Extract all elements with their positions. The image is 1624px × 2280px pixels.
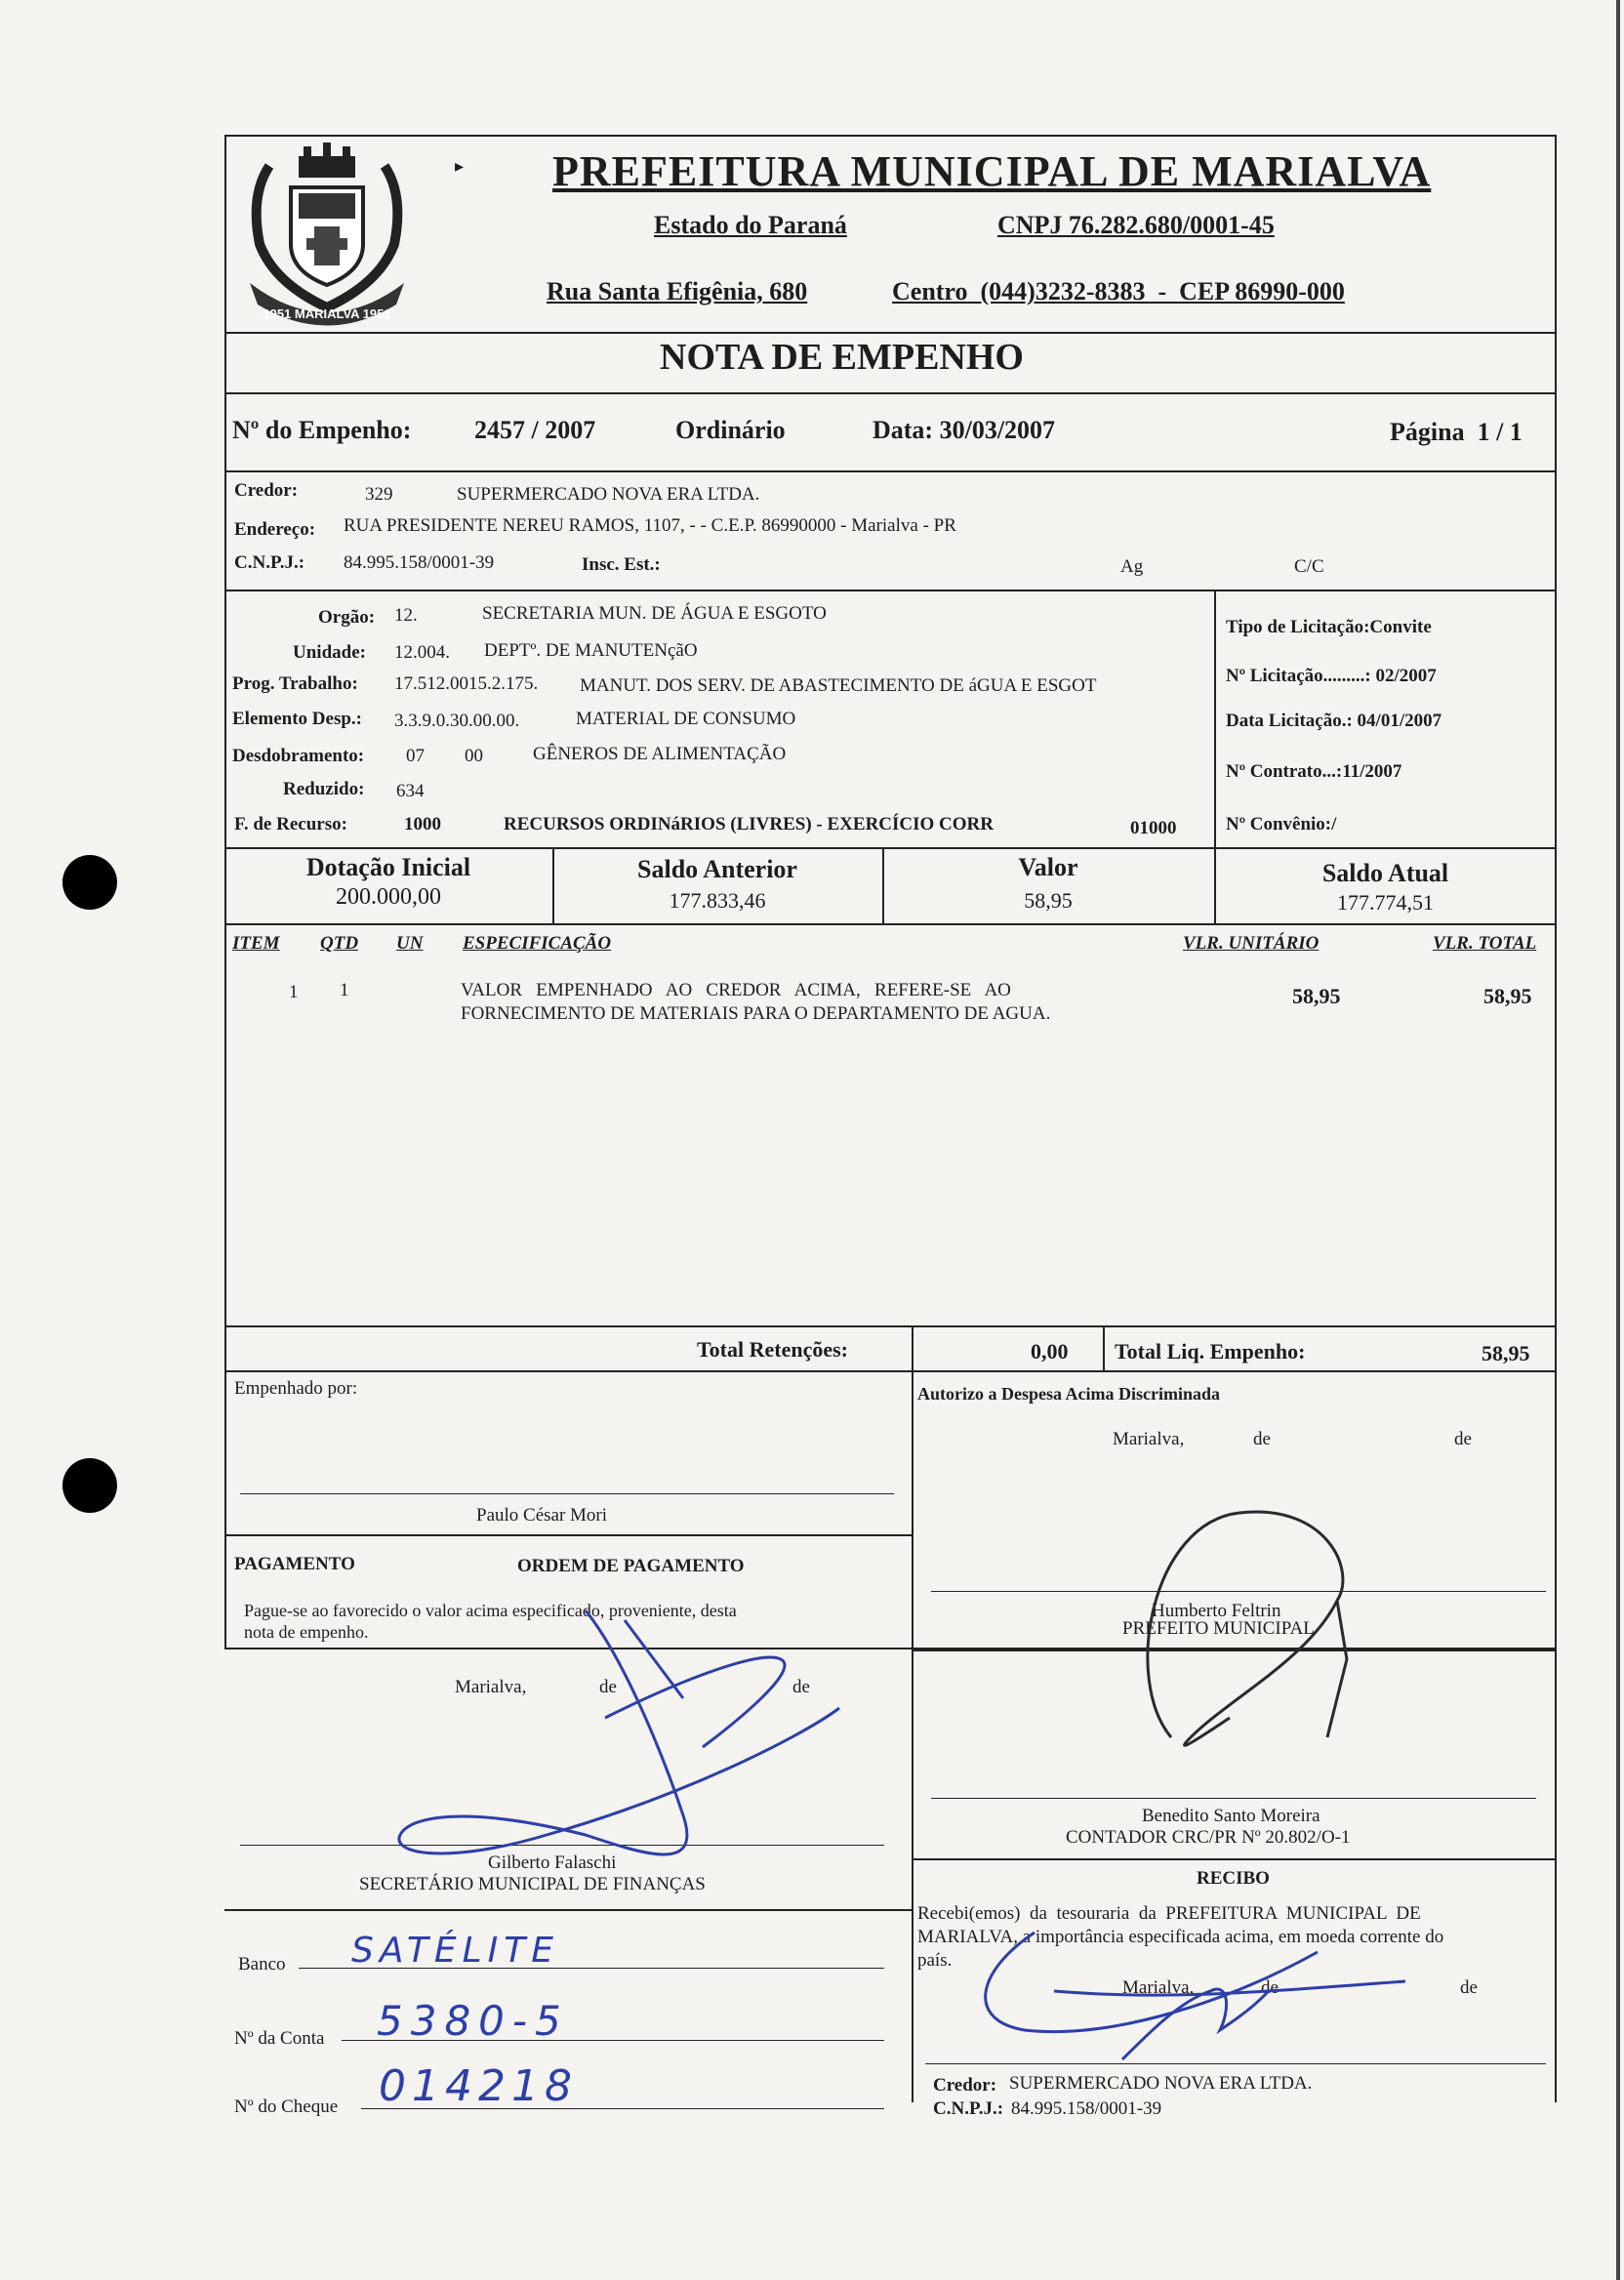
empenho-date: Data: 30/03/2007 (873, 416, 1056, 444)
dotacao-value: 200.000,00 (336, 884, 441, 910)
contrato-number: Nº Contrato...:11/2007 (1226, 761, 1402, 782)
row-vunit: 58,95 (1292, 984, 1341, 1008)
valor-label: Valor (1018, 853, 1078, 881)
row-vtotal: 58,95 (1483, 984, 1532, 1008)
autorizo-marialva: Marialva, (1113, 1429, 1185, 1449)
col-vtotal: VLR. TOTAL (1433, 933, 1537, 954)
recibo-de1: de (1261, 1977, 1279, 1998)
insc-label: Insc. Est.: (582, 554, 661, 575)
desdobramento-code2: 00 (465, 746, 483, 766)
recibo-line2: MARIALVA, a importância especificada acima, em moeda corrente do (917, 1927, 1444, 1947)
row-spec-line2: FORNECIMENTO DE MATERIAIS PARA O DEPARTAMENTO DE AGUA. (461, 1003, 1051, 1024)
prog-label: Prog. Trabalho: (232, 673, 358, 694)
col-spec: ESPECIFICAÇÃO (463, 933, 612, 954)
orgao-code: 12. (394, 605, 418, 626)
elemento-name: MATERIAL DE CONSUMO (576, 709, 796, 729)
credor-code: 329 (365, 484, 393, 505)
row-item: 1 (289, 982, 299, 1002)
total-retencoes-value: 0,00 (1031, 1339, 1069, 1364)
row-spec-line1: VALOR EMPENHADO AO CREDOR ACIMA, REFERE-SE AO (461, 980, 1011, 1000)
autorizo-de2: de (1454, 1429, 1472, 1449)
credor-cnpj: 84.995.158/0001-39 (344, 552, 495, 573)
recibo-title: RECIBO (1197, 1868, 1270, 1889)
unidade-label: Unidade: (293, 642, 366, 663)
reduzido-label: Reduzido: (283, 779, 365, 799)
col-item: ITEM (232, 933, 280, 954)
cheque-handwritten: 014218 (379, 2061, 578, 2111)
page-number: Página 1 / 1 (1390, 418, 1522, 446)
page-title: PREFEITURA MUNICIPAL DE MARIALVA (552, 147, 1432, 195)
cheque-label: Nº do Cheque (234, 2097, 339, 2117)
prog-name: MANUT. DOS SERV. DE ABASTECIMENTO DE áGUA E ESGOT (580, 675, 1097, 696)
mark-dot: ▸ (455, 156, 465, 176)
desdobramento-code1: 07 (406, 746, 425, 766)
reduzido-code: 634 (396, 781, 425, 801)
empenho-number: 2457 / 2007 (474, 416, 596, 444)
valor-value: 58,95 (1024, 888, 1073, 913)
prefeito-title: PREFEITO MUNICIPAL (1122, 1618, 1315, 1639)
contador-name: Benedito Santo Moreira (1142, 1806, 1320, 1826)
cc-label: C/C (1294, 556, 1324, 577)
elemento-code: 3.3.9.0.30.00.00. (394, 711, 520, 731)
dotacao-label: Dotação Inicial (305, 853, 471, 881)
total-liquido-label: Total Liq. Empenho: (1115, 1339, 1306, 1364)
saldo-atual-value: 177.774,51 (1337, 890, 1434, 915)
empenho-type: Ordinário (675, 416, 786, 444)
col-un: UN (396, 933, 424, 954)
total-retencoes-label: Total Retenções: (697, 1337, 848, 1362)
saldo-anterior-label: Saldo Anterior (637, 855, 797, 883)
empenho-number-label: Nº do Empenho: (232, 416, 412, 444)
secretario-title: SECRETÁRIO MUNICIPAL DE FINANÇAS (359, 1874, 706, 1894)
row-qtd: 1 (340, 980, 349, 1000)
credor-label: Credor: (234, 480, 299, 501)
conta-handwritten: 5380-5 (377, 1997, 569, 2045)
contador-title: CONTADOR CRC/PR Nº 20.802/O-1 (1066, 1827, 1351, 1848)
recibo-credor-label: Credor: (933, 2075, 997, 2096)
pagamento-marialva: Marialva, (455, 1677, 527, 1697)
empenhado-name: Paulo César Mori (476, 1505, 608, 1526)
address-label: Endereço: (234, 519, 316, 540)
pagamento-text-line2: nota de empenho. (244, 1622, 369, 1642)
banco-handwritten: SATÉLITE (351, 1931, 560, 1971)
conta-label: Nº da Conta (234, 2028, 325, 2049)
ordem-pagamento-label: ORDEM DE PAGAMENTO (517, 1556, 745, 1576)
recibo-line3: país. (917, 1950, 953, 1971)
header-cnpj: CNPJ 76.282.680/0001-45 (997, 211, 1275, 239)
prog-code: 17.512.0015.2.175. (394, 673, 539, 694)
recibo-marialva: Marialva, (1122, 1977, 1195, 1998)
licitacao-numero: Nº Licitação.........: 02/2007 (1226, 666, 1437, 686)
fonte-label: F. de Recurso: (234, 814, 347, 835)
licitacao-tipo: Tipo de Licitação:Convite (1226, 617, 1432, 637)
ag-label: Ag (1120, 556, 1144, 577)
header-address: Rua Santa Efigênia, 680 (547, 277, 808, 305)
pagamento-de2: de (792, 1677, 810, 1697)
prefeito-signature (1148, 1512, 1347, 1745)
recibo-line1: Recebi(emos) da tesouraria da PREFEITURA MUNICIPAL DE (917, 1903, 1421, 1924)
orgao-name: SECRETARIA MUN. DE ÁGUA E ESGOTO (482, 603, 827, 624)
svg-text:1951 MARIALVA 1951: 1951 MARIALVA 1951 (263, 306, 391, 321)
unidade-name: DEPTº. DE MANUTENçãO (484, 640, 698, 661)
pagamento-label: PAGAMENTO (234, 1554, 355, 1574)
desdobramento-label: Desdobramento: (232, 746, 365, 766)
fonte-name: RECURSOS ORDINáRIOS (LIVRES) - EXERCÍCIO CORR (504, 814, 994, 835)
orgao-label: Orgão: (318, 607, 376, 628)
header-contact: Centro (044)3232-8383 - CEP 86990-000 (892, 277, 1345, 305)
convenio-number: Nº Convênio:/ (1226, 814, 1337, 835)
credor-name: SUPERMERCADO NOVA ERA LTDA. (457, 484, 760, 505)
recibo-credor-name: SUPERMERCADO NOVA ERA LTDA. (1009, 2073, 1313, 2094)
secretario-name: Gilberto Falaschi (488, 1852, 617, 1873)
recibo-cnpj: 84.995.158/0001-39 (1011, 2098, 1162, 2119)
saldo-atual-label: Saldo Atual (1321, 859, 1449, 887)
secretario-signature (399, 1610, 839, 1854)
saldo-anterior-value: 177.833,46 (669, 888, 766, 913)
credor-address: RUA PRESIDENTE NEREU RAMOS, 1107, - - C.E.P. 86990000 - Marialva - PR (344, 515, 956, 536)
credor-signature (986, 1933, 1405, 2059)
prefeito-name: Humberto Feltrin (1152, 1601, 1281, 1621)
state-label: Estado do Paraná (654, 211, 847, 239)
recibo-de2: de (1460, 1977, 1478, 1998)
licitacao-data: Data Licitação.: 04/01/2007 (1226, 711, 1442, 731)
empenhado-label: Empenhado por: (234, 1378, 358, 1399)
fonte-number: 01000 (1130, 818, 1177, 838)
desdobramento-name: GÊNEROS DE ALIMENTAÇÃO (533, 744, 787, 764)
pagamento-text-line1: Pague-se ao favorecido o valor acima especificado, proveniente, desta (244, 1601, 737, 1620)
pagamento-de1: de (599, 1677, 617, 1697)
cnpj-label: C.N.P.J.: (234, 552, 305, 573)
elemento-label: Elemento Desp.: (232, 709, 362, 729)
banco-label: Banco (238, 1954, 286, 1975)
recibo-cnpj-label: C.N.P.J.: (933, 2098, 1004, 2119)
col-vunit: VLR. UNITÁRIO (1183, 933, 1320, 954)
unidade-code: 12.004. (394, 642, 450, 663)
doc-title: NOTA DE EMPENHO (660, 337, 1024, 378)
total-liquido-value: 58,95 (1482, 1341, 1530, 1365)
fonte-code: 1000 (404, 814, 441, 835)
autorizo-de1: de (1253, 1429, 1271, 1449)
col-qtd: QTD (320, 933, 359, 954)
autorizo-label: Autorizo a Despesa Acima Discriminada (917, 1384, 1220, 1404)
